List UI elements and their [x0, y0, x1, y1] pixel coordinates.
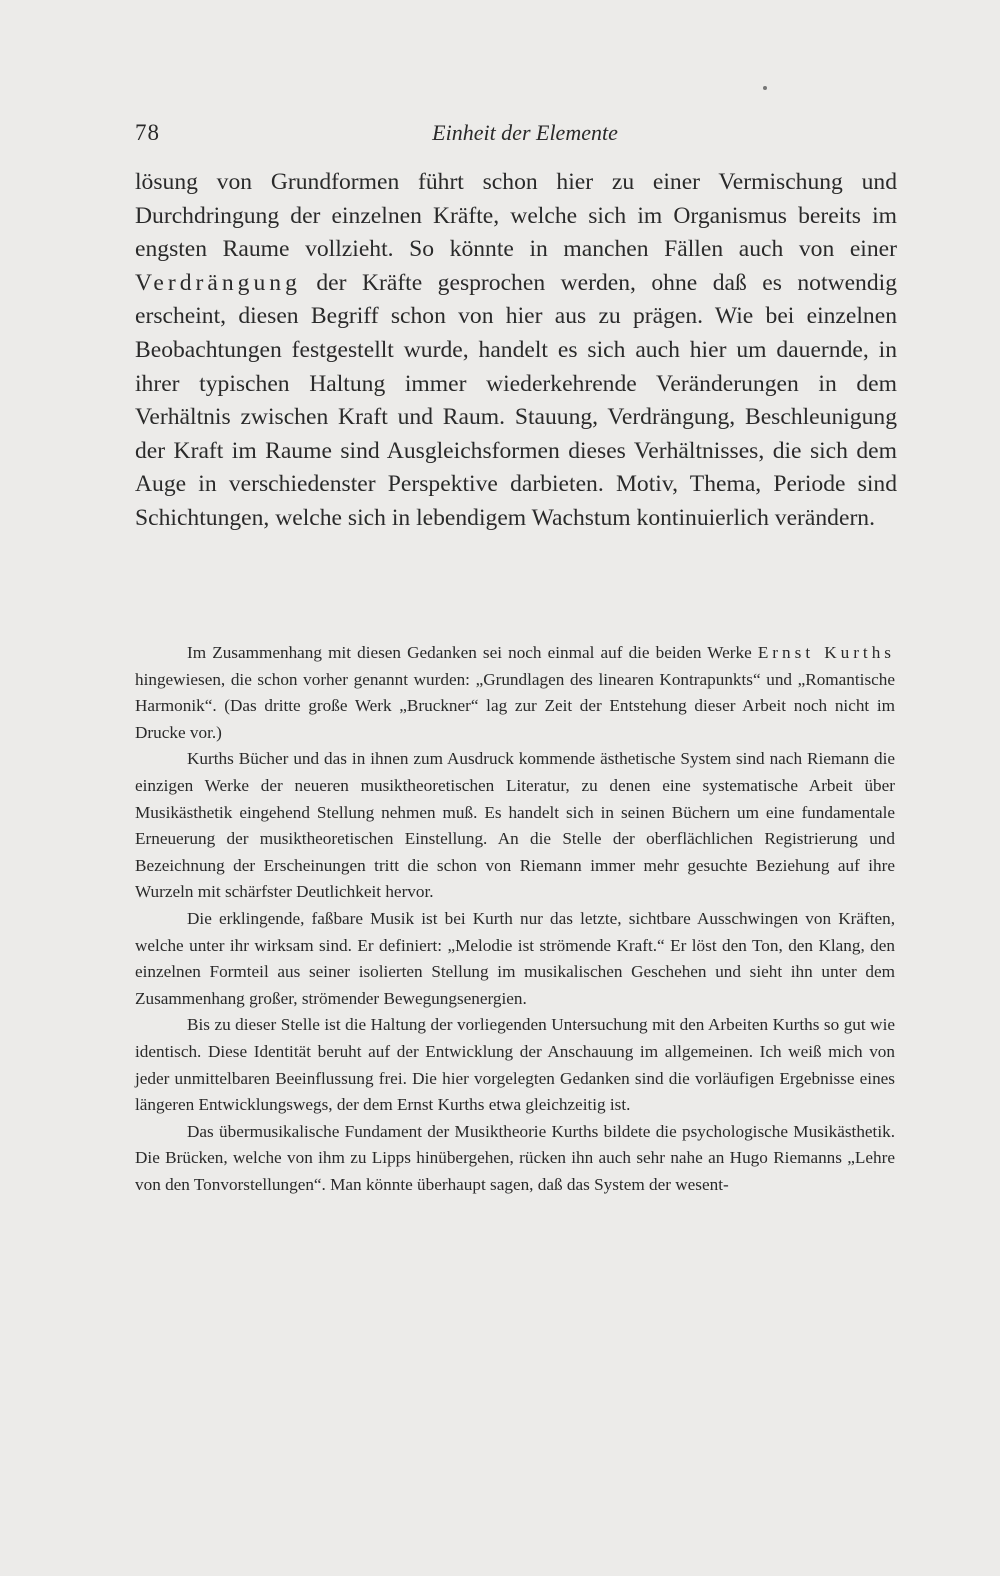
note-paragraph: Kurths Bücher und das in ihnen zum Ausdruck kommende ästhetische System sind nach Riemann die einzigen Werke der neueren musiktheoretischen Literatur, zu denen eine systematische Arbeit über Musikästhetik eingehend Stellung nehmen muß. Es handelt sich in seinen Büchern um eine fundamentale Erneuerung der musiktheoretischen Einstellung. An die Stelle der oberflächlichen Registrierung und Bezeichnung der Erscheinungen tritt die schon von Riemann immer mehr gesuchte Beziehung auf ihre Wurzeln mit schärfster Deutlichkeit hervor.: [135, 749, 895, 902]
print-speck: [763, 86, 767, 90]
note-paragraph: Die erklingende, faßbare Musik ist bei Kurth nur das letzte, sichtbare Ausschwingen von Kräften, welche unter ihr wirksam sind. Er definiert: „Melodie ist strömende Kraft.“ Er löst den Ton, den Klang, den einzelnen Formteil aus seiner isolierten Stellung im musikalischen Geschehen und sieht ihn unter dem Zusammenhang großer, strömender Bewegungsenergien.: [135, 908, 895, 1008]
note-text: Im Zusammenhang mit diesen Gedanken sei noch einmal auf die beiden Werke: [187, 643, 758, 662]
footnote-block: [135, 640, 895, 1198]
note-paragraph: Das übermusikalische Fundament der Musiktheorie Kurths bildete die psychologische Musikästhetik. Die Brücken, welche von ihm zu Lipps hinübergehen, rücken ihn auch sehr nahe an Hugo Riemanns „Lehre von den Tonvorstellungen“. Man könnte überhaupt sagen, daß das System der wesent-: [135, 1121, 895, 1194]
main-paragraph: [135, 166, 897, 536]
main-text: [135, 166, 897, 536]
running-title: Einheit der Elemente: [432, 120, 618, 145]
note-text: hingewiesen, die schon vorher genannt wurden: „Grundlagen des linearen Kontrapunkts“ und „Romantische Harmonik“. (Das dritte große Werk „Bruckner“ lag zur Zeit der Entstehung dieser Arbeit noch nicht im Drucke vor.): [135, 669, 895, 742]
note-paragraph: [135, 640, 895, 746]
main-text-part: der Kräfte gesprochen werden, ohne daß es notwendig erscheint, diesen Begriff schon von hier aus zu prägen. Wie bei einzelnen Beobachtungen festgestellt wurde, handelt es sich auch hier um dauernde, in ihrer typischen Haltung immer wiederkehrende Veränderungen in dem Verhältnis zwischen Kraft und Raum. Stauung, Verdrängung, Beschleunigung der Kraft im Raume sind Ausgleichsformen dieses Verhältnisses, die sich dem Auge in verschiedenster Perspektive darbieten. Motiv, Thema, Periode sind Schichtungen, welche sich in lebendigem Wachstum kontinuierlich verändern.: [135, 269, 897, 531]
emphasis-word: Verdrängung: [135, 269, 301, 296]
author-name: Ernst Kurths: [757, 643, 895, 662]
page-header: [135, 120, 895, 154]
main-text-part: lösung von Grundformen führt schon hier zu einer Vermischung und Durchdringung der einzelnen Kräfte, welche sich im Organismus bereits im engsten Raume vollzieht. So könnte in manchen Fällen auch von einer: [135, 169, 897, 263]
note-paragraph: Bis zu dieser Stelle ist die Haltung der vorliegenden Untersuchung mit den Arbeiten Kurths so gut wie identisch. Diese Identität beruht auf der Entwicklung der Anschauung im allgemeinen. Ich weiß mich von jeder unmittelbaren Beeinflussung frei. Die hier vorgelegten Gedanken sind die vorläufigen Ergebnisse eines längeren Entwicklungswegs, der dem Ernst Kurths etwa gleichzeitig ist.: [135, 1015, 895, 1115]
page-number: 78: [135, 120, 160, 145]
